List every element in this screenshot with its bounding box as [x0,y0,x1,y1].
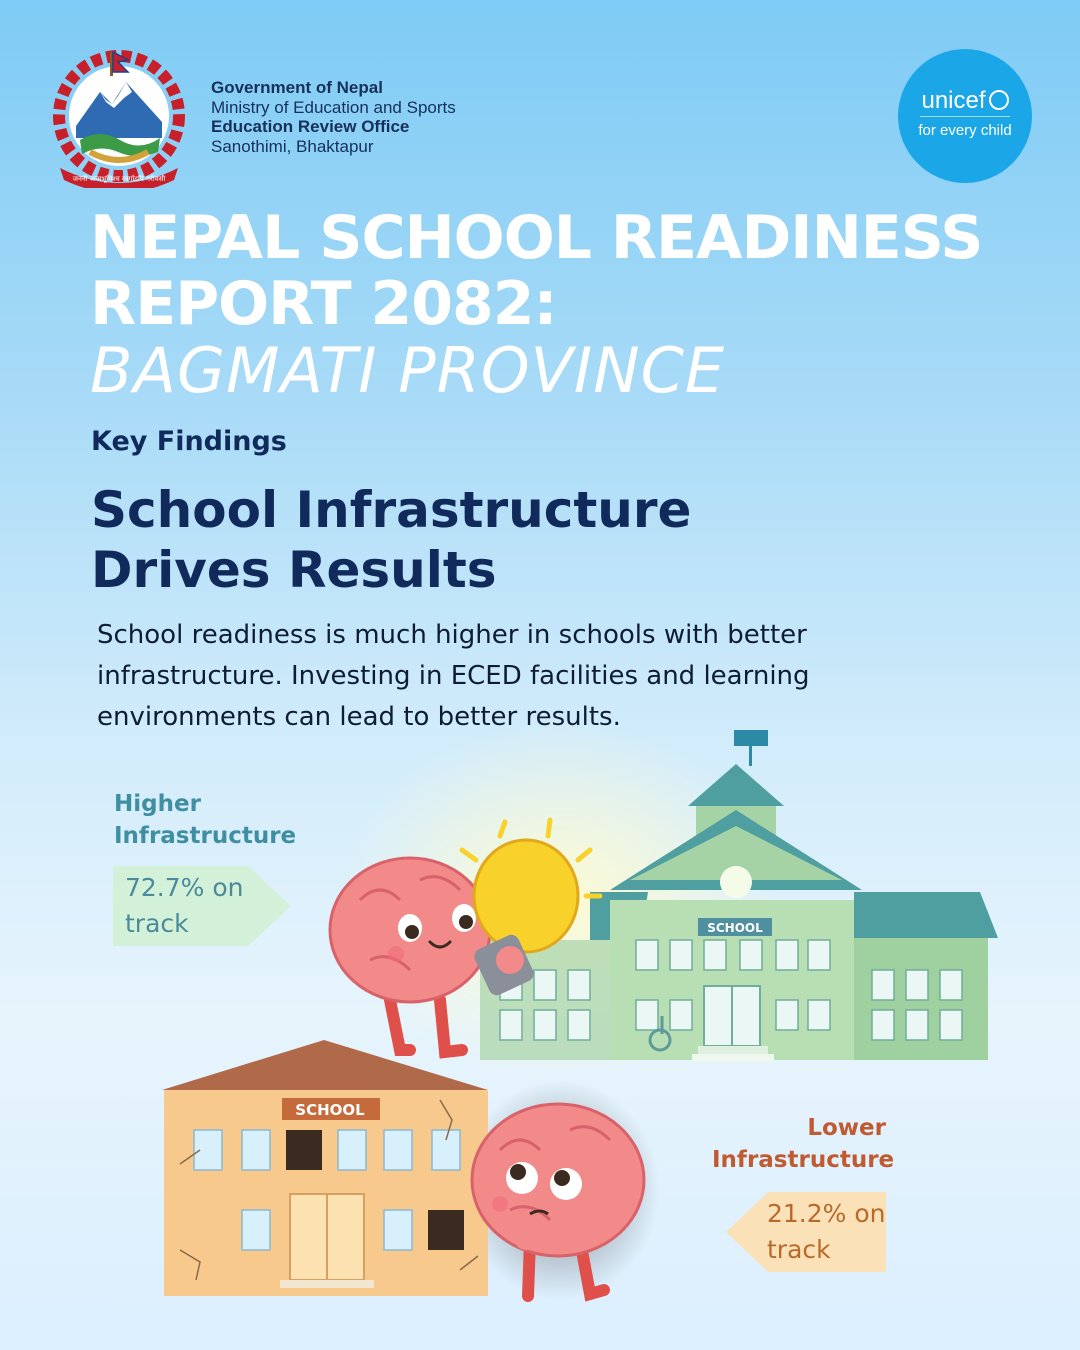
title-line-2: REPORT 2082: [90,269,557,339]
lower-stat [767,1196,886,1268]
government-header [211,78,456,156]
body-line-2: infrastructure. Investing in ECED facilities and learning [97,661,810,691]
province-title: BAGMATI PROVINCE [90,334,726,407]
unicef-logo [898,49,1032,183]
higher-stat [125,870,244,942]
headline-line-2: Drives Results [91,541,497,599]
ministry-name: Ministry of Education and Sports [211,97,456,117]
body-line-1: School readiness is much higher in schools with better [97,620,807,650]
lower-infrastructure-label [712,1112,895,1176]
unicef-wordmark: unicef [898,87,1032,115]
lower-stat-line-1: 21.2% on [767,1199,886,1228]
nepal-emblem-icon [40,48,198,188]
title-line-1: NEPAL SCHOOL READINESS [90,203,983,273]
globe-icon [989,90,1009,110]
unicef-tagline: for every child [918,122,1012,139]
section-label: Key Findings [91,426,287,457]
body-line-3: environments can lead to better results. [97,702,621,732]
higher-infrastructure-label [114,788,296,852]
headline-line-1: School Infrastructure [91,481,692,539]
higher-stat-line-2: track [125,909,189,938]
higher-label-line-2: Infrastructure [114,823,297,849]
higher-label-line-1: Higher [114,791,201,817]
svg-text:SCHOOL: SCHOOL [295,1101,365,1119]
lower-label-line-1: Lower [807,1115,886,1141]
logo-divider [920,116,1010,117]
finding-headline [91,480,691,600]
svg-text:जननी जन्मभूमिश्च स्वर्गादपि गर: जननी जन्मभूमिश्च स्वर्गादपि गरीयसी [72,175,166,183]
lower-label-line-2: Infrastructure [712,1147,895,1173]
higher-stat-line-1: 72.7% on [125,873,244,902]
svg-text:SCHOOL: SCHOOL [707,921,763,935]
report-title [90,205,1050,337]
office-name: Education Review Office [211,117,410,136]
lower-stat-line-2: track [767,1235,831,1264]
office-location: Sanothimi, Bhaktapur [211,136,374,156]
gov-name: Government of Nepal [211,78,383,97]
